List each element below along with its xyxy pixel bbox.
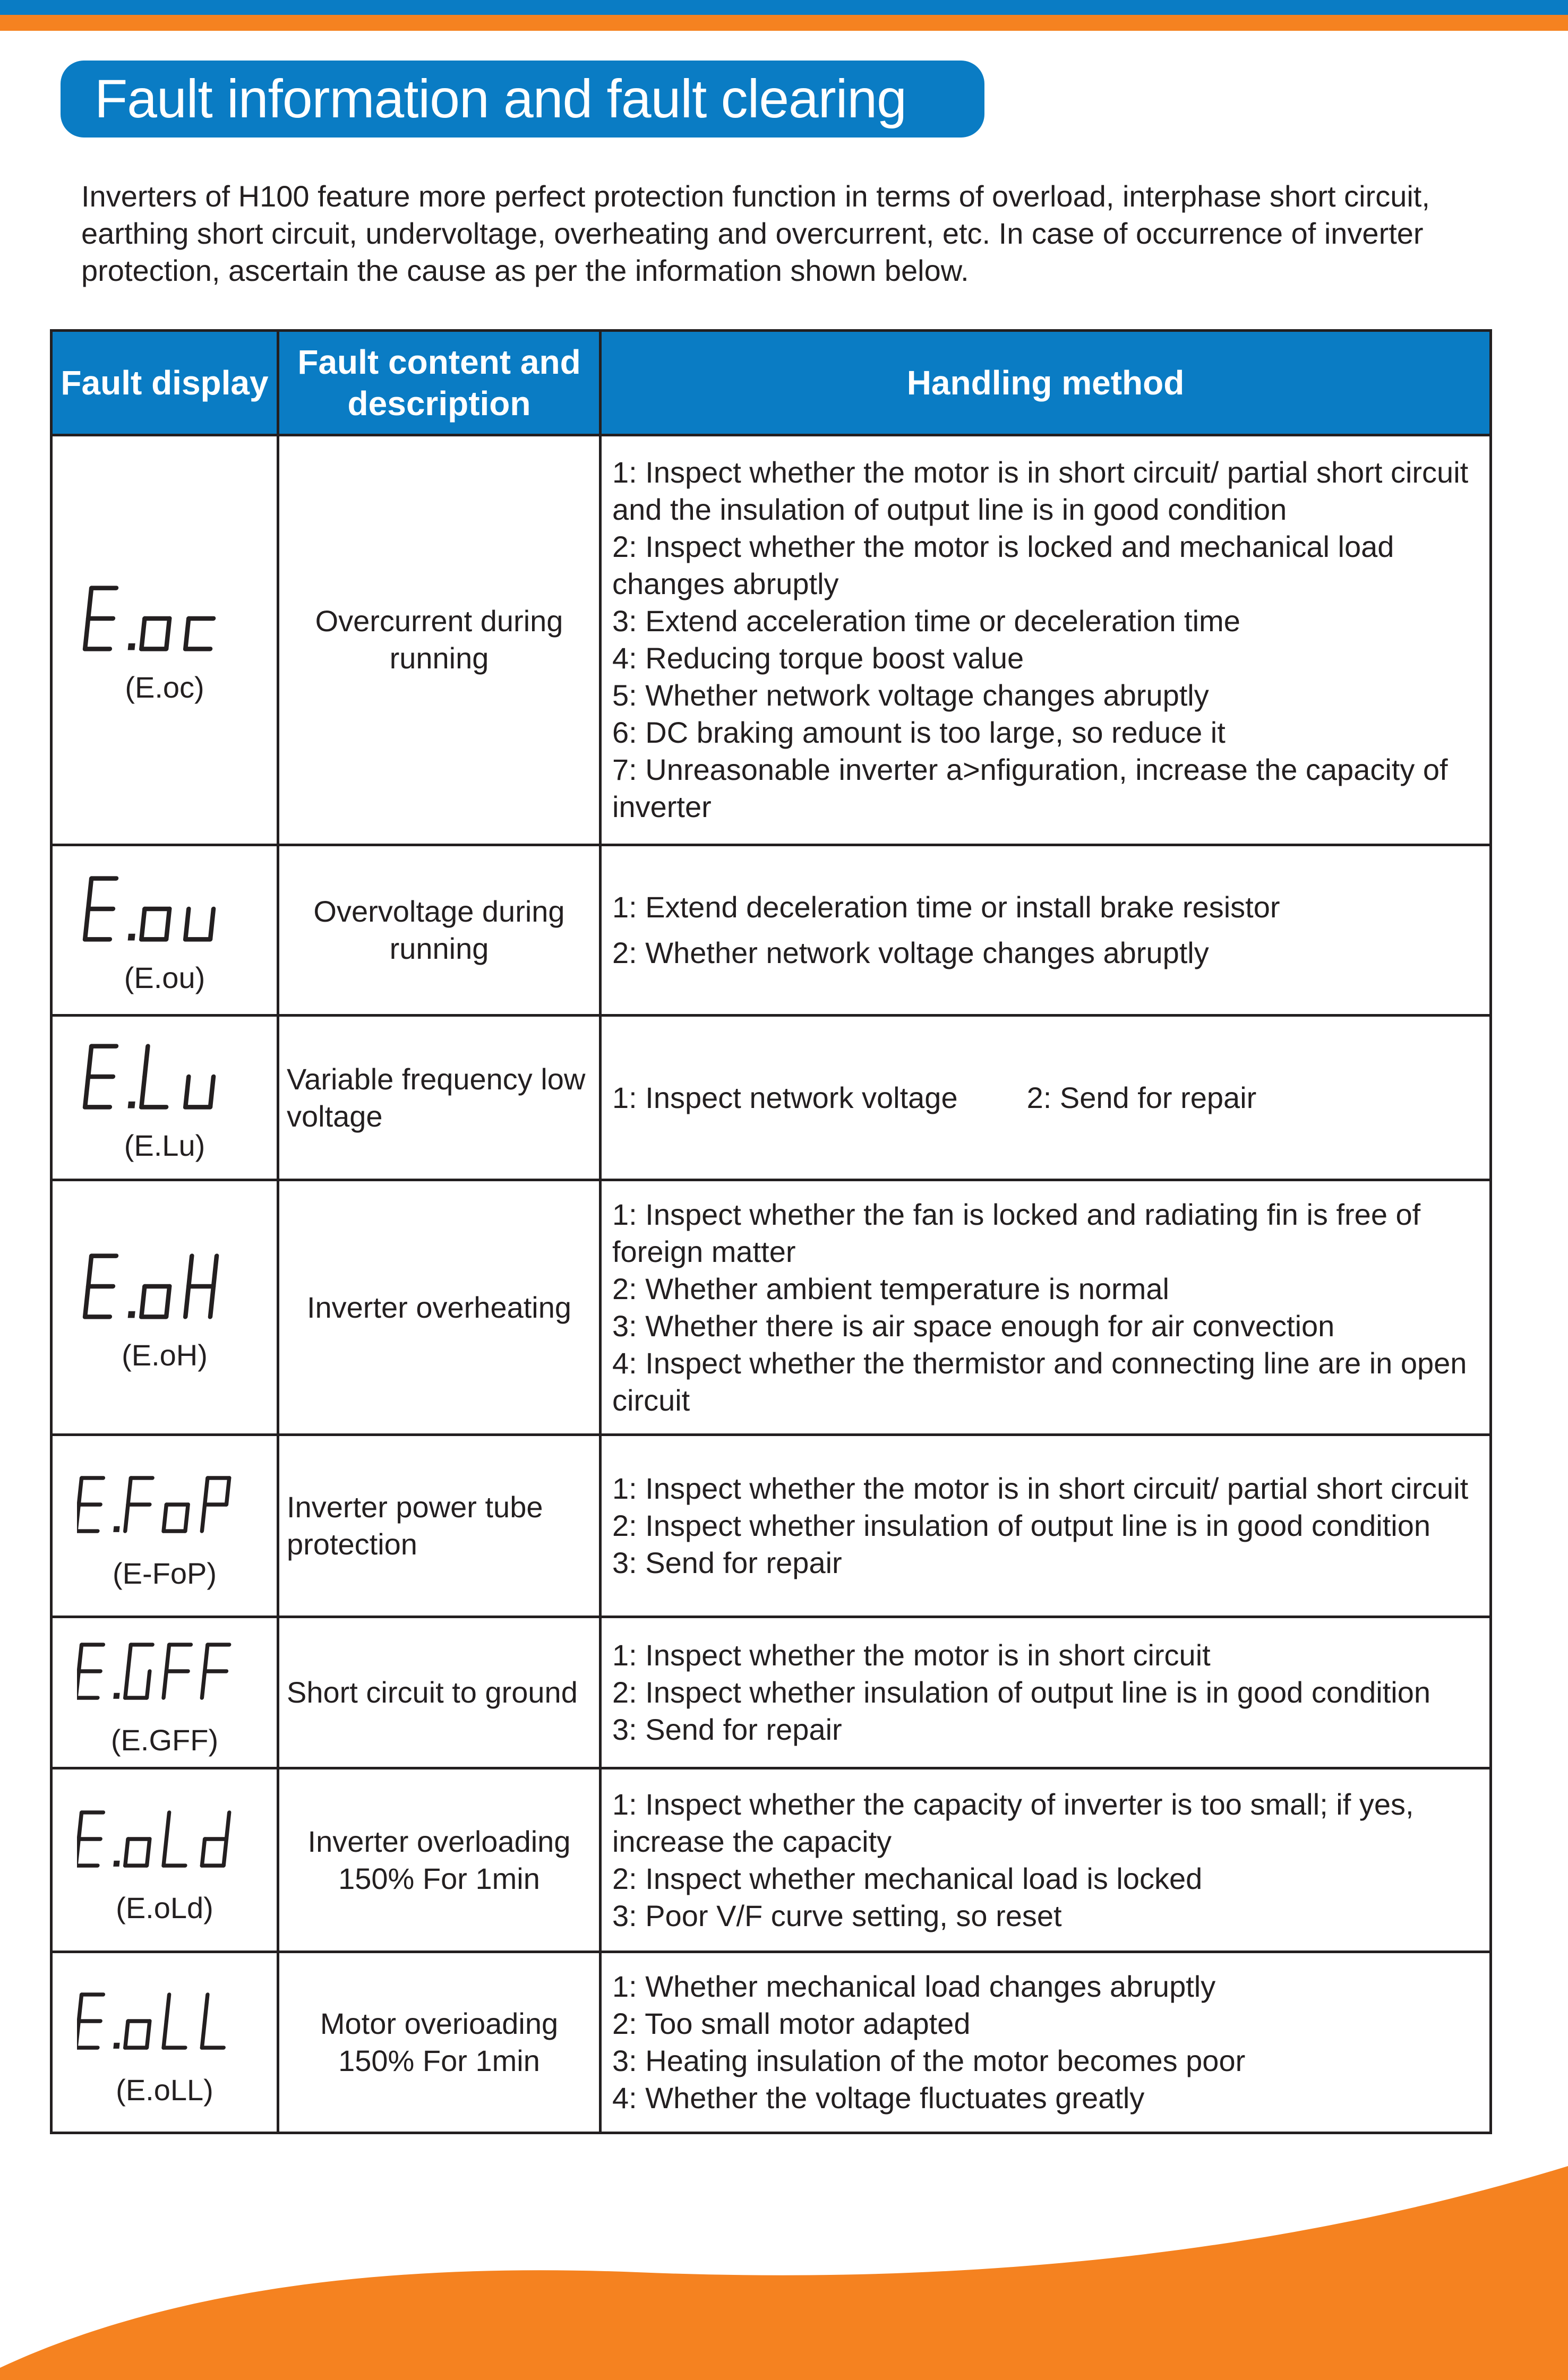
page-title: Fault information and fault clearing [61, 61, 984, 138]
seven-segment-icon [77, 1976, 252, 2066]
seven-segment-icon [77, 573, 252, 664]
seven-segment-icon [77, 1626, 252, 1716]
fault-code: (E.oLL) [116, 2073, 213, 2107]
fault-content-cell: Overvoltage during running [278, 845, 601, 1015]
header-fault-display: Fault display [52, 331, 278, 435]
fault-code: (E.ou) [124, 960, 205, 994]
fault-segment-display [53, 1626, 277, 1716]
fault-segment-display [53, 1459, 277, 1550]
table-row [52, 845, 1491, 1015]
fault-code: (E.oc) [125, 671, 204, 704]
handling-method-cell [601, 1768, 1491, 1952]
handling-step: 1: Inspect whether the motor is in short circuit/ partial short circuit and the insulation of output line is in good condition [612, 456, 1469, 527]
bottom-orange-wave [0, 2166, 1568, 2380]
handling-step: 2: Send for repair [1026, 1080, 1257, 1114]
fault-display-cell [52, 1015, 278, 1180]
handling-step: 1: Inspect whether the capacity of inverter is too small; if yes, increase the capacity [612, 1787, 1414, 1858]
fault-content-cell: Inverter power tube protection [278, 1434, 601, 1617]
fault-segment-display [53, 573, 277, 664]
table-row [52, 1015, 1491, 1180]
fault-code: (E.Lu) [124, 1128, 205, 1162]
handling-step: 1: Whether mechanical load changes abruptly [612, 1970, 1216, 2004]
fault-code: (E.GFF) [110, 1723, 219, 1757]
handling-step: 2: Inspect whether insulation of output line is in good condition [612, 1508, 1431, 1542]
fault-code: (E-FoP) [113, 1556, 217, 1590]
handling-step: 4: Whether the voltage fluctuates greatly [612, 2081, 1145, 2115]
top-band-blue [0, 0, 1568, 15]
handling-step: 1: Inspect whether the motor is in short circuit/ partial short circuit [612, 1471, 1469, 1505]
handling-step: 2: Inspect whether the motor is locked and mechanical load changes abruptly [612, 530, 1394, 601]
fault-content-cell: Motor overioading 150% For 1min [278, 1952, 601, 2133]
fault-code: (E.oLd) [116, 1891, 213, 1924]
fault-segment-display [53, 1794, 277, 1884]
fault-segment-display [53, 1032, 277, 1122]
handling-step: 2: Whether network voltage changes abruptly [612, 935, 1209, 969]
seven-segment-icon [77, 1241, 252, 1331]
table-row [52, 1434, 1491, 1617]
handling-step: 7: Unreasonable inverter a>nfiguration, increase the capacity of inverter [612, 753, 1448, 824]
fault-segment-display [53, 1976, 277, 2066]
handling-step: 1: Inspect whether the fan is locked and radiating fin is free of foreign matter [612, 1197, 1421, 1268]
fault-display-cell [52, 1617, 278, 1768]
handling-method-cell [601, 1952, 1491, 2133]
handling-step: 1: Inspect whether the motor is in short circuit [612, 1638, 1211, 1672]
handling-method-cell [601, 1015, 1491, 1180]
fault-content-cell: Short circuit to ground [278, 1617, 601, 1768]
table-row [52, 1952, 1491, 2133]
handling-step: 3: Send for repair [612, 1712, 842, 1746]
fault-code: (E.oH) [122, 1338, 208, 1372]
fault-content-cell: Variable frequency low voltage [278, 1015, 601, 1180]
fault-display-cell [52, 1180, 278, 1434]
handling-step: 4: Inspect whether the thermistor and connecting line are in open circuit [612, 1346, 1467, 1417]
handling-step: 1: Inspect network voltage [612, 1080, 958, 1114]
fault-content-cell: Inverter overheating [278, 1180, 601, 1434]
handling-step: 6: DC braking amount is too large, so reduce it [612, 716, 1226, 750]
header-handling-method: Handling method [601, 331, 1491, 435]
header-fault-content: Fault content and description [278, 331, 601, 435]
handling-step: 3: Heating insulation of the motor becomes poor [612, 2044, 1246, 2078]
fault-display-cell [52, 435, 278, 845]
intro-paragraph: Inverters of H100 feature more perfect protection function in terms of overload, interphase short circuit, earthing short circuit, undervoltage, overheating and overcurrent, etc. In case of occurrence of inverter protection, ascertain the cause as per the information shown below. [81, 179, 1430, 287]
fault-table [50, 329, 1492, 2134]
fault-segment-display [53, 864, 277, 954]
handling-step: 3: Whether there is air space enough for air convection [612, 1309, 1335, 1343]
handling-step: 2: Inspect whether mechanical load is locked [612, 1861, 1203, 1895]
fault-content-cell: Inverter overloading 150% For 1min [278, 1768, 601, 1952]
handling-step: 2: Whether ambient temperature is normal [612, 1271, 1169, 1305]
handling-step: 3: Send for repair [612, 1545, 842, 1579]
seven-segment-icon [77, 864, 252, 954]
handling-step: 4: Reducing torque boost value [612, 641, 1024, 675]
fault-segment-display [53, 1241, 277, 1331]
seven-segment-icon [77, 1032, 252, 1122]
table-row [52, 1617, 1491, 1768]
handling-step: 3: Extend acceleration time or deceleration time [612, 604, 1240, 638]
handling-step: 2: Too small motor adapted [612, 2007, 971, 2041]
handling-method-cell [601, 1617, 1491, 1768]
fault-display-cell [52, 1952, 278, 2133]
table-header-row [52, 331, 1491, 435]
handling-method-cell [601, 845, 1491, 1015]
seven-segment-icon [77, 1794, 252, 1884]
handling-method-cell [601, 435, 1491, 845]
fault-display-cell [52, 1434, 278, 1617]
fault-content-cell: Overcurrent during running [278, 435, 601, 845]
handling-step: 1: Extend deceleration time or install brake resistor [612, 890, 1280, 924]
handling-step: 2: Inspect whether insulation of output line is in good condition [612, 1675, 1431, 1709]
table-row [52, 1180, 1491, 1434]
table-row [52, 1768, 1491, 1952]
top-color-band [0, 0, 1568, 31]
handling-step: 5: Whether network voltage changes abruptly [612, 678, 1209, 712]
seven-segment-icon [77, 1459, 252, 1550]
fault-display-cell [52, 1768, 278, 1952]
table-row [52, 435, 1491, 845]
handling-step: 3: Poor V/F curve setting, so reset [612, 1898, 1062, 1932]
top-band-orange [0, 15, 1568, 31]
fault-display-cell [52, 845, 278, 1015]
handling-method-cell [601, 1180, 1491, 1434]
handling-method-cell [601, 1434, 1491, 1617]
